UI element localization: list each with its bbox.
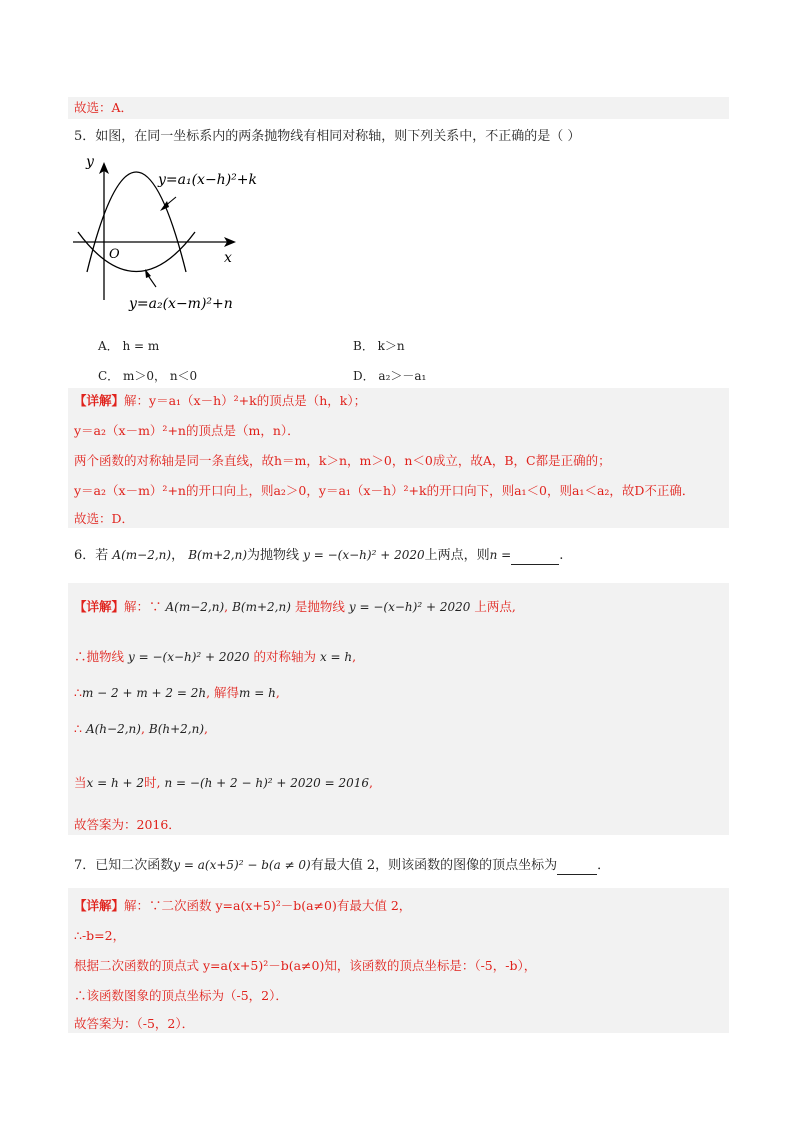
label-1-pointer-head — [160, 201, 169, 211]
q6-line-2 — [74, 648, 356, 666]
q7-line-4: ∴该函数图象的顶点坐标为（-5，2）． — [74, 988, 288, 1003]
q6-l3-pre: ∴ — [74, 685, 82, 700]
q5-answer: 故选：D． — [74, 511, 135, 526]
q6-answer-blank — [511, 564, 559, 565]
q5-line-4: y＝a₂（x－m）²+n的开口向上，则a₂＞0，y＝a₁（x－h）²+k的开口向下，则a₁＜0，则a₁＜a₂，故D不正确． — [74, 483, 695, 498]
q6-solution-box — [68, 583, 729, 835]
q6-line-4: ∴ A(h−2,n), B(h+2,n), — [74, 721, 209, 736]
q7-line-1-wrap — [74, 897, 411, 915]
q6-l2-suffix: , — [352, 649, 357, 664]
q6-l2-axis: x = h — [319, 650, 353, 664]
parabola-2-curve — [78, 232, 195, 272]
q6-l3-eq: m − 2 + m + 2 = 2h — [81, 686, 207, 700]
q7-line-2: ∴-b=2， — [74, 928, 126, 943]
q7-line-1: 解：∵二次函数 y=a(x+5)²－b(a≠0)有最大值 2， — [124, 898, 412, 913]
q6-l5-equation: n = −(h + 2 − h)² + 2020 = 2016 — [164, 776, 370, 790]
q7-stem-prefix: 7．已知二次函数 — [74, 858, 174, 873]
q5-option-c: C． m＞0， n＜0 — [98, 369, 198, 383]
q5-option-d: D． a₂＞－a₁ — [353, 369, 427, 383]
q7-detail-tag: 【详解】 — [74, 898, 125, 913]
q5-detail-tag: 【详解】 — [74, 393, 125, 408]
q6-line-3 — [74, 684, 280, 702]
q6-l4-point-a: A(h−2,n) — [85, 722, 141, 736]
prev-answer: 故选：A． — [74, 100, 134, 115]
q6-l1-parabola: y = −(x−h)² + 2020 — [348, 600, 471, 614]
q6-l5-pre: 当 — [74, 775, 87, 790]
q6-l2-mid: 的对称轴为 — [253, 649, 316, 664]
q5-option-b: B． k＞n — [353, 339, 405, 353]
q6-l1-point-b: B(m+2,n) — [232, 600, 291, 614]
q5-line-3: 两个函数的对称轴是同一条直线，故h＝m，k＞n，m＞0，n＜0成立，故A，B，C都是正确的； — [74, 453, 611, 468]
q7-answer-blank — [557, 874, 597, 875]
q6-stem-prefix: 6．若 — [74, 548, 109, 563]
q7-line-3: 根据二次函数的顶点式 y=a(x+5)²－b(a≠0)知，该函数的顶点坐标是：（-5，-b）， — [74, 958, 537, 973]
q6-l1-mid: 是抛物线 — [294, 599, 345, 614]
q5-line-2: y＝a₂（x－m）²+n的顶点是（m，n）． — [74, 423, 300, 438]
q6-l4-point-b: B(h+2,n) — [148, 722, 205, 736]
y-axis-label: y — [86, 154, 94, 170]
q7-answer: 故答案为：（-5，2）． — [74, 1016, 195, 1031]
q6-point-b: B(m+2,n) — [188, 548, 247, 562]
origin-label: O — [109, 247, 120, 262]
prev-answer-box — [68, 97, 729, 119]
q5-line-1: 解：y＝a₁（x－h）²+k的顶点是（h，k）； — [124, 393, 367, 408]
q7-stem-end: ． — [597, 858, 611, 873]
curve-2-label: y=a₂(x−m)²+n — [129, 296, 233, 312]
q6-l5-condition: x = h + 2 — [86, 776, 145, 790]
q6-l3-mid: , 解得 — [206, 685, 240, 700]
q7-function: y = a(x+5)² − b(a ≠ 0) — [173, 858, 311, 872]
q6-l2-parabola: y = −(x−h)² + 2020 — [128, 650, 250, 664]
q7-stem-suffix: 有最大值 2，则该函数的图像的顶点坐标为 — [310, 858, 558, 873]
q6-detail-tag: 【详解】 — [74, 599, 125, 614]
q6-line-1: 【详解】解：∵ A(m−2,n), B(m+2,n) 是抛物线 y = −(x−h)² + 2020 上两点, — [74, 599, 516, 614]
q5-parabola-figure — [70, 150, 270, 320]
q6-stem-mid: 为抛物线 — [247, 548, 300, 563]
q6-l2-pre: ∴抛物线 — [74, 649, 125, 664]
curve-1-label: y=a₁(x−h)²+k — [158, 172, 257, 188]
q6-l1-point-a: A(m−2,n) — [165, 600, 225, 614]
q5-detail-line-1 — [74, 392, 366, 410]
q6-l3-suffix: , — [275, 685, 280, 700]
q7-stem — [74, 856, 610, 875]
q6-l4-suffix: , — [204, 721, 209, 736]
q6-point-a: A(m−2,n) — [112, 548, 172, 562]
q6-l4-pre: ∴ — [74, 721, 82, 736]
q6-l1-suffix: 上两点, — [474, 599, 516, 614]
q6-parabola: y = −(x−h)² + 2020 — [303, 548, 425, 562]
q6-stem: 6．若 A(m−2,n)， B(m+2,n)为抛物线 y = −(x−h)² + 2020上两点，则n = . — [74, 548, 564, 563]
q6-n-eq: n = — [489, 548, 512, 562]
q6-l5-mid: 时, — [144, 775, 161, 790]
q6-stem-suffix: 上两点，则 — [424, 548, 490, 563]
q6-line-5 — [74, 774, 373, 792]
q6-l5-suffix: , — [369, 775, 374, 790]
q6-answer: 故答案为：2016． — [74, 817, 181, 832]
q5-option-a: A． h = m — [98, 339, 160, 353]
q6-l1-pre: 解：∵ — [124, 599, 162, 614]
x-axis-label: x — [224, 250, 232, 266]
q6-l3-result: m = h — [239, 686, 276, 700]
q5-stem: 5．如图，在同一坐标系内的两条抛物线有相同对称轴，则下列关系中，不正确的是（ ） — [74, 129, 581, 144]
